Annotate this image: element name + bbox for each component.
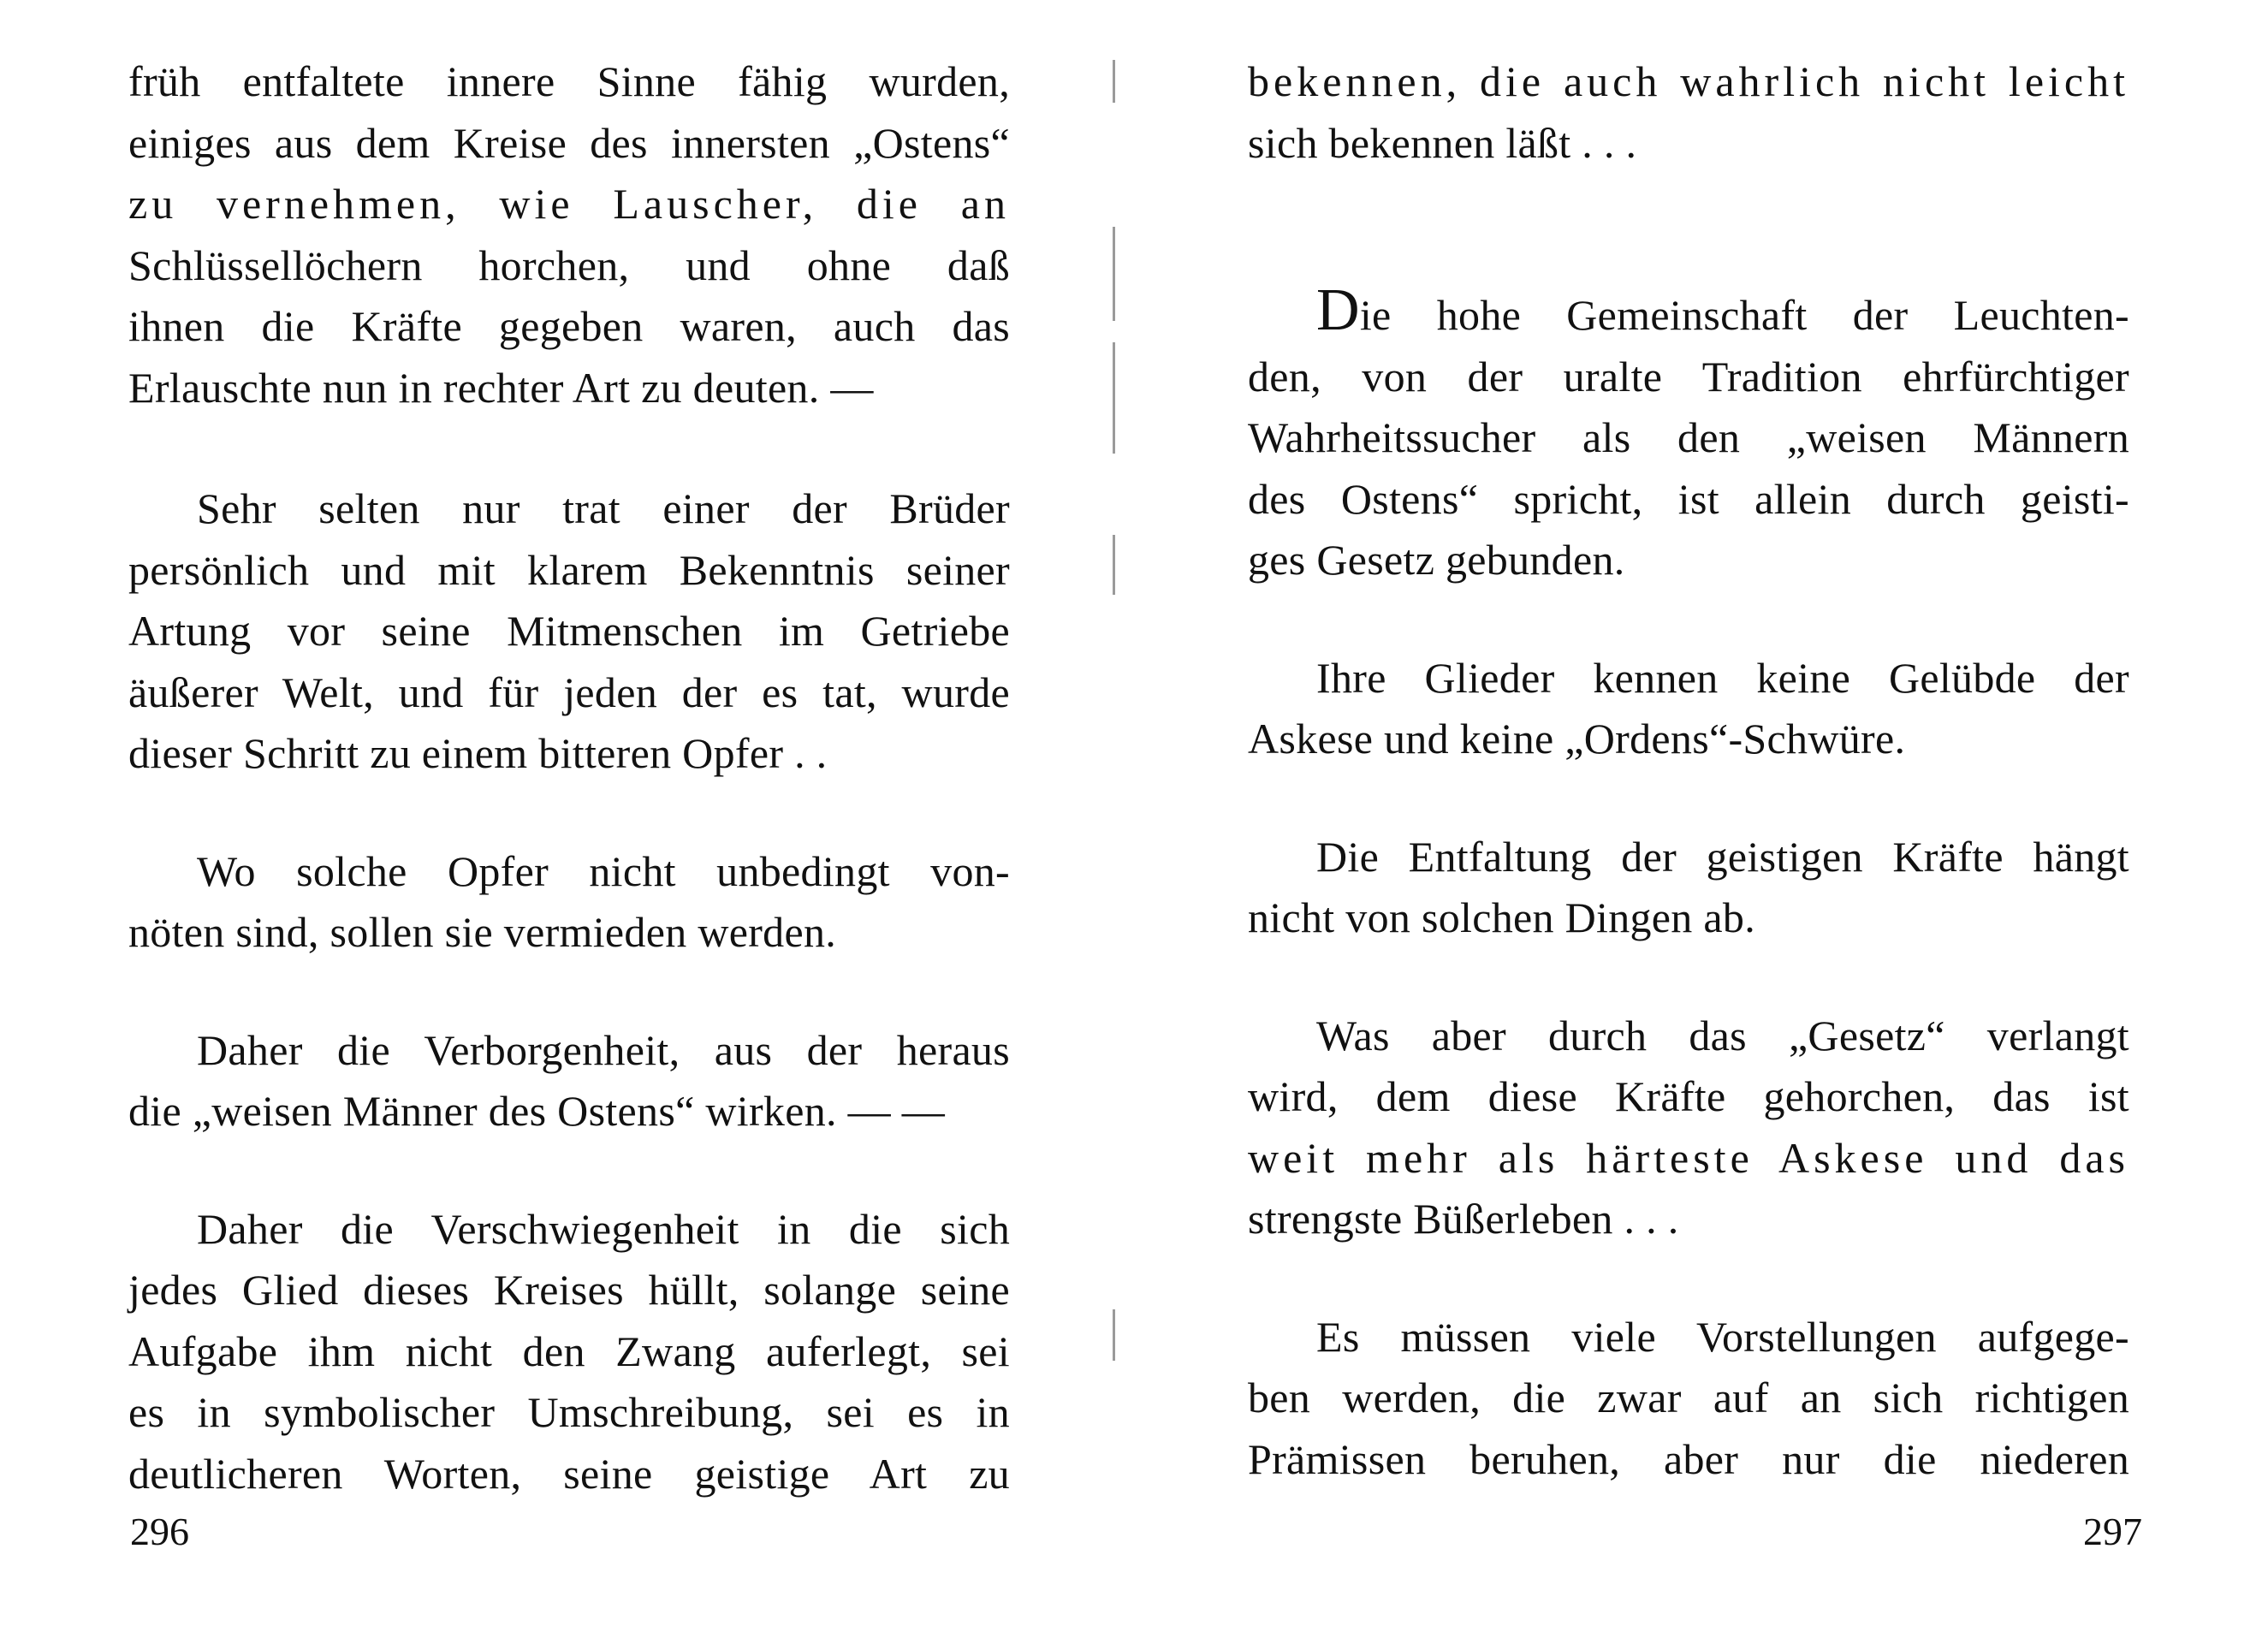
text-line: strengste Büßerleben . . . — [1248, 1195, 1679, 1243]
text-line: ihnen die Kräfte gegeben waren, auch das — [128, 302, 1010, 350]
text-line: Prämissen beruhen, aber nur die niederen — [1248, 1434, 2129, 1483]
text-line: Daher die Verschwiegenheit in die sich — [197, 1204, 1010, 1253]
text-line: Schlüssellöchern horchen, und ohne daß — [128, 240, 1010, 289]
text-line: dieser Schritt zu einem bitteren Opfer . . — [128, 729, 828, 777]
text-line: ges Gesetz gebunden. — [1248, 536, 1625, 584]
text-line: nicht von solchen Dingen ab. — [1248, 893, 1755, 941]
text-line: Daher die Verborgenheit, aus der heraus — [197, 1025, 1010, 1074]
paragraph — [128, 478, 1010, 785]
right-page — [1248, 51, 2129, 1490]
paragraph — [1248, 648, 2129, 770]
paragraph — [128, 841, 1010, 964]
text-line: Erlauschte nun in rechter Art zu deuten. — — [128, 363, 874, 412]
text-line: nöten sind, sollen sie vermieden werden. — [128, 908, 837, 956]
page-number: 296 — [130, 1510, 189, 1553]
paragraph — [1248, 827, 2129, 949]
text-line: Aufgabe ihm nicht den Zwang auferlegt, sei — [128, 1326, 1010, 1375]
text-line: Sehr selten nur trat einer der Brüder — [197, 484, 1010, 532]
text-line: Artung vor seine Mitmenschen im Getriebe — [128, 607, 1010, 655]
text-line: Wo solche Opfer nicht unbedingt von- — [197, 846, 1010, 895]
text-line: äußerer Welt, und für jeden der es tat, wurde — [128, 668, 1010, 716]
text-line: wird, dem diese Kräfte gehorchen, das ist — [1248, 1072, 2129, 1120]
paragraph — [128, 51, 1010, 418]
text-line: früh entfaltete innere Sinne fähig wurden, — [128, 57, 1010, 105]
text-line-rest: ie hohe Gemeinschaft der Leuchten- — [1359, 291, 2129, 339]
text-line: jedes Glied dieses Kreises hüllt, solange seine — [128, 1266, 1010, 1314]
text-line: bekennen, die auch wahrlich nicht leicht — [1248, 57, 2129, 105]
paragraph — [1248, 277, 2129, 591]
left-page — [128, 51, 1010, 1504]
text-line: Was aber durch das „Gesetz“ verlangt — [1316, 1011, 2129, 1059]
paragraph — [128, 1199, 1010, 1505]
page-number: 297 — [2083, 1510, 2142, 1553]
text-line: persönlich und mit klarem Bekenntnis seiner — [128, 545, 1010, 594]
paragraph — [1248, 51, 2129, 174]
text-line: Ihre Glieder kennen keine Gelübde der — [1316, 653, 2129, 702]
text-line: weit mehr als härteste Askese und das — [1248, 1133, 2129, 1182]
text-line: ben werden, die zwar auf an sich richtigen — [1248, 1374, 2129, 1421]
text-line: Askese und keine „Ordens“-Schwüre. — [1248, 715, 1906, 763]
text-line: zu vernehmen, wie Lauscher, die an — [128, 180, 1010, 228]
text-line: Wahrheitssucher als den „weisen Männern — [1248, 413, 2129, 461]
gutter-line — [1113, 342, 1115, 454]
paragraph — [128, 1020, 1010, 1142]
text-line: des Ostens“ spricht, ist allein durch geisti- — [1248, 474, 2129, 523]
paragraph — [1248, 1006, 2129, 1250]
text-line: Es müssen viele Vorstellungen aufgege- — [1316, 1312, 2129, 1361]
gutter-line — [1113, 227, 1115, 321]
text-line: es in symbolischer Umschreibung, sei es in — [128, 1388, 1010, 1436]
text-line: sich bekennen läßt . . . — [1248, 118, 1637, 167]
gutter-line — [1113, 60, 1115, 103]
text-line: deutlicheren Worten, seine geistige Art zu — [128, 1449, 1010, 1498]
drop-cap: D — [1316, 277, 1360, 343]
text-line: die „weisen Männer des Ostens“ wirken. — — — [128, 1087, 946, 1135]
text-line: Die Entfaltung der geistigen Kräfte hängt — [1316, 832, 2129, 881]
text-line — [1248, 277, 2129, 347]
text-line: einiges aus dem Kreise des innersten „Ostens“ — [128, 118, 1010, 167]
text-line: den, von der uralte Tradition ehrfürchtiger — [1248, 352, 2129, 401]
gutter-line — [1113, 535, 1115, 595]
gutter-line — [1113, 1309, 1115, 1361]
paragraph — [1248, 1307, 2129, 1491]
